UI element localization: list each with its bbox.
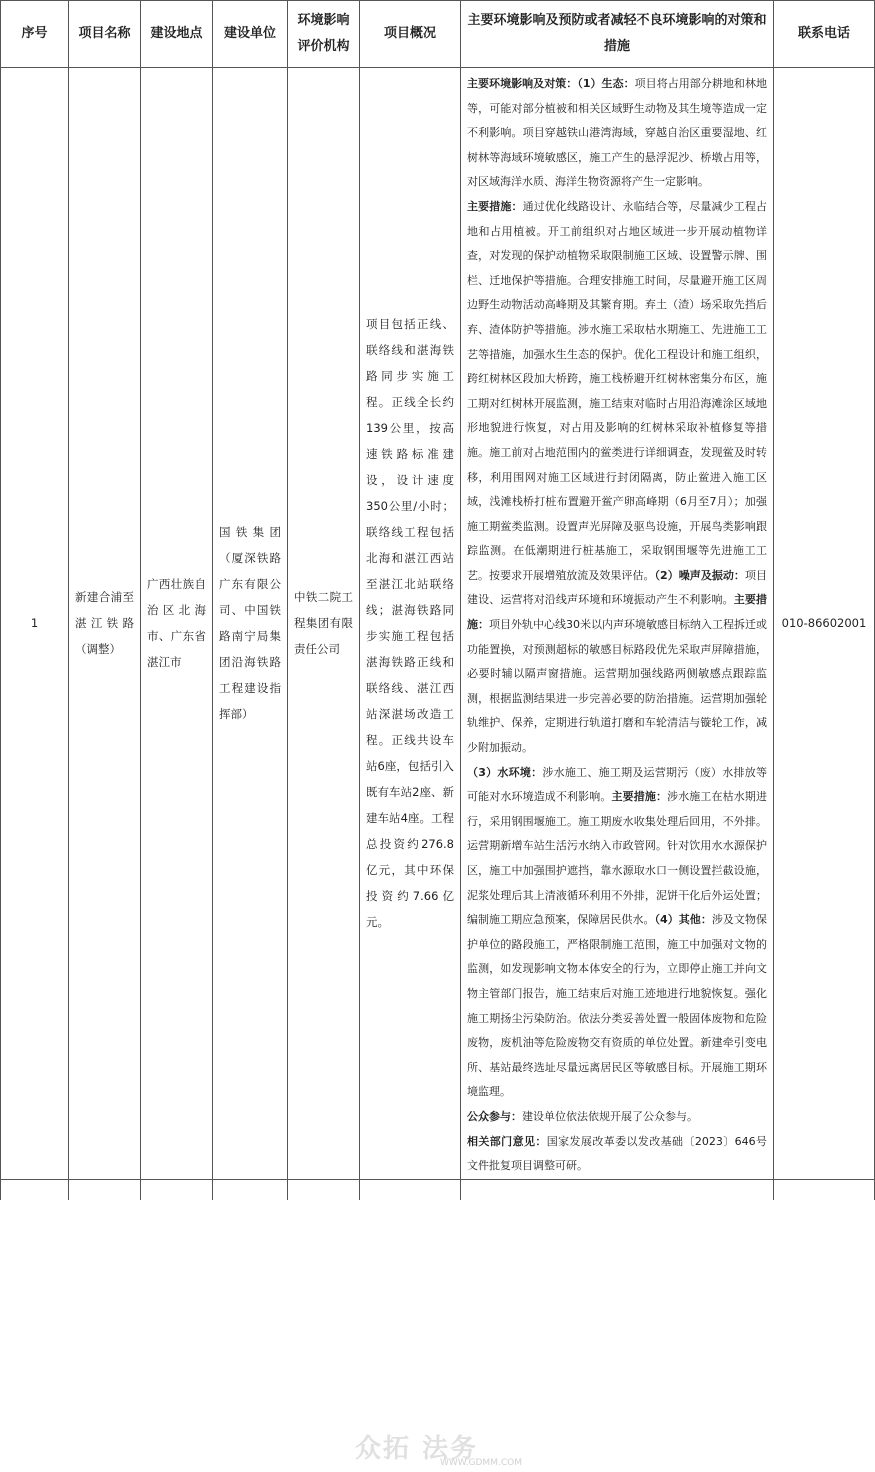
empty-cell	[1, 1179, 69, 1200]
empty-cell	[360, 1179, 461, 1200]
measures-text-dept: 国家发展改革委以发改基础〔2023〕646号文件批复项目调整可研。	[467, 1134, 767, 1173]
empty-cell	[288, 1179, 360, 1200]
table-row-next	[1, 1179, 875, 1200]
header-unit: 建设单位	[213, 1, 288, 68]
empty-cell	[461, 1179, 774, 1200]
measures-text-noise-measure: 项目外轨中心线30米以内声环境敏感目标纳入工程拆迁或功能置换，对预测超标的敏感目标路段优先采取声屏障措施，必要时辅以隔声窗措施。运营期加强线路两侧敏感点跟踪监测，根据监测结果进一步完善必要的防治措施。运营期加强轮轨维护、保养，定期进行轨道打磨和车轮清洁与镟轮工作，减少附加振动。	[467, 618, 767, 755]
measures-label-other: （4）其他：	[654, 913, 712, 927]
measures-label-dept: 相关部门意见：	[467, 1134, 547, 1148]
table-row	[1, 68, 875, 1180]
empty-cell	[774, 1179, 875, 1200]
measures-paragraph-5	[467, 1130, 767, 1179]
header-row	[1, 1, 875, 68]
cell-seq: 1	[1, 68, 69, 1180]
empty-cell	[141, 1179, 213, 1200]
measures-text-eco: 项目将占用部分耕地和林地等，可能对部分植被和相关区域野生动物及其生境等造成一定不利影响。项目穿越铁山港湾海域，穿越自治区重要湿地、红树林等海域环境敏感区，施工产生的悬浮泥沙、桥墩占用等，对区域海洋水质、海洋生物资源将产生一定影响。	[467, 77, 767, 189]
header-eia-org: 环境影响评价机构	[288, 1, 360, 68]
measures-paragraph-2	[467, 195, 767, 761]
measures-text-water: 涉水施工、施工期及运营期污（废）水排放等可能对水环境造成不利影响。	[467, 765, 768, 804]
measures-label-public: 公众参与：	[467, 1109, 522, 1123]
measures-text-main: 通过优化线路设计、永临结合等，尽量减少工程占地和占用植被。开工前组织对占地区域进一步开展动植物详查，对发现的保护动植物采取限制施工区域、设置警示牌、围栏、迁地保护等措施。合理安排施工时间，尽量避开施工区周边野生动物活动高峰期及其繁育期。弃土（渣）场采取先挡后弃、渣体防护等措施。涉水施工采取枯水期施工、先进施工工艺等措施，加强水生生态的保护。优化工程设计和施工组织，跨红树林区段加大桥跨，施工栈桥避开红树林密集分布区，施工期对红树林开展监测，施工结束对临时占用沿海滩涂区域地形地貌进行恢复，对占用及影响的红树林采取补植修复等措施。施工前对占地范围内的鲎类进行详细调查，发现鲎及时转移，利用围网对施工区域进行封闭隔离，防止鲎进入施工区域，浅滩栈桥打桩布置避开鲎产卵高峰期（6月至7月）；加强施工期鲎类监测。设置声光屏障及驱鸟设施，开展鸟类影响跟踪监测。在低潮期进行桩基施工，采取钢围堰等先进施工工艺。按要求开展增殖放流及效果评估。	[467, 199, 767, 582]
header-location: 建设地点	[141, 1, 213, 68]
header-seq: 序号	[1, 1, 69, 68]
measures-text-public: 建设单位依法依规开展了公众参与。	[522, 1109, 698, 1123]
cell-phone: 010-86602001	[774, 68, 875, 1180]
measures-paragraph-3	[467, 761, 767, 1105]
cell-overview: 项目包括正线、联络线和湛海铁路同步实施工程。正线全长约139公里，按高速铁路标准建设，设计速度350公里/小时；联络线工程包括北海和湛江西站至湛江北站联络线；湛海铁路同步实施工程包括湛海铁路正线和联络线、湛江西站深湛场改造工程。正线共设车站6座，包括引入既有车站2座、新建车站4座。工程总投资约276.8亿元，其中环保投资约7.66亿元。	[360, 68, 461, 1180]
header-overview: 项目概况	[360, 1, 461, 68]
cell-eia-org: 中铁二院工程集团有限责任公司	[288, 68, 360, 1180]
header-measures: 主要环境影响及预防或者减轻不良环境影响的对策和措施	[461, 1, 774, 68]
cell-location: 广西壮族自治区北海市、广东省湛江市	[141, 68, 213, 1180]
empty-cell	[69, 1179, 141, 1200]
watermark-logo: 众拓 法务	[355, 1434, 479, 1464]
cell-measures	[461, 68, 774, 1180]
measures-label-main: 主要措施：	[467, 199, 523, 213]
measures-label-eco: （1）生态：	[577, 77, 635, 90]
cell-name: 新建合浦至湛江铁路（调整）	[69, 68, 141, 1180]
measures-label-water: （3）水环境：	[467, 765, 543, 779]
measures-label-impact: 主要环境影响及对策：	[467, 77, 578, 90]
measures-label-noise-measure: 主要措施：	[467, 593, 768, 632]
header-phone: 联系电话	[774, 1, 875, 68]
measures-paragraph-4	[467, 1105, 767, 1130]
measures-text-other: 涉及文物保护单位的路段施工，严格限制施工范围，施工中加强对文物的监测，如发现影响文物本体安全的行为，立即停止施工并向文物主管部门报告，施工结束后对施工迹地进行地貌恢复。强化施工期扬尘污染防治。依法分类妥善处置一般固体废物和危险废物，废机油等危险废物交有资质的单位处置。新建牵引变电所、基站最终选址尽量远离居民区等敏感目标。开展施工期环境监理。	[467, 913, 767, 1099]
empty-cell	[213, 1179, 288, 1200]
measures-paragraph-1	[467, 72, 767, 195]
watermark-url: WWW.GDMM.COM	[440, 1458, 522, 1468]
measures-label-water-measure: 主要措施：	[611, 790, 668, 804]
measures-label-noise: （2）噪声及振动：	[654, 568, 745, 582]
header-name: 项目名称	[69, 1, 141, 68]
cell-unit: 国铁集团（厦深铁路广东有限公司、中国铁路南宁局集团沿海铁路工程建设指挥部）	[213, 68, 288, 1180]
measures-text-water-measure: 涉水施工在枯水期进行，采用钢围堰施工。施工期废水收集处理后回用，不外排。运营期新增车站生活污水纳入市政管网。针对饮用水水源保护区，施工中加强围护遮挡，靠水源取水口一侧设置拦截设施，泥浆处理后其上清液循环利用不外排，泥饼干化后外运处置；编制施工期应急预案，保障居民供水。	[467, 790, 768, 927]
measures-text-noise: 项目建设、运营将对沿线声环境和环境振动产生不利影响。	[467, 568, 767, 607]
